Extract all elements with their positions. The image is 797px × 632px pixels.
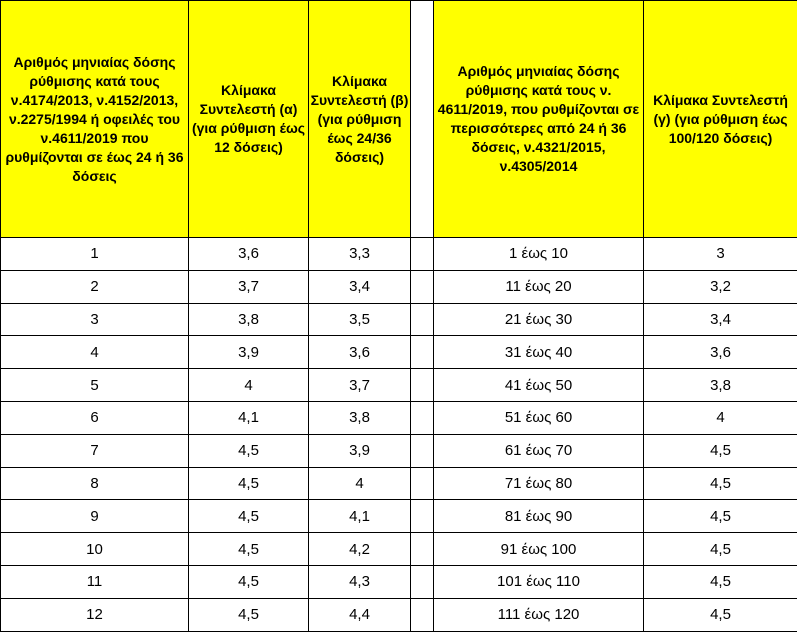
installment-range-cell: 111 έως 120 [434, 598, 644, 631]
scale-c-cell: 4 [644, 401, 797, 434]
header-installment-number-regular: Αριθμός μηνιαίας δόσης ρύθμισης κατά τους ν.4174/2013, ν.4152/2013, ν.2275/1994 ή οφειλές του ν.4611/2019 που ρυθμίζονται σε έως 24 ή 36 δόσεις [1, 1, 189, 238]
scale-a-cell: 4,1 [189, 401, 309, 434]
separator-cell [411, 533, 434, 566]
installment-number-cell: 3 [1, 303, 189, 336]
scale-c-cell: 4,5 [644, 467, 797, 500]
table-row [1, 401, 797, 434]
separator-cell [411, 401, 434, 434]
installment-number-cell: 8 [1, 467, 189, 500]
installment-number-cell: 6 [1, 401, 189, 434]
scale-a-cell: 3,7 [189, 270, 309, 303]
installment-range-cell: 71 έως 80 [434, 467, 644, 500]
separator-cell [411, 500, 434, 533]
scale-c-cell: 4,5 [644, 598, 797, 631]
scale-a-cell: 4,5 [189, 565, 309, 598]
table-row [1, 565, 797, 598]
separator-cell [411, 369, 434, 402]
table-row [1, 598, 797, 631]
installment-number-cell: 4 [1, 336, 189, 369]
installment-range-cell: 41 έως 50 [434, 369, 644, 402]
scale-b-cell: 3,4 [309, 270, 411, 303]
installment-range-cell: 1 έως 10 [434, 238, 644, 271]
table-row [1, 369, 797, 402]
table-row [1, 303, 797, 336]
separator-cell [411, 598, 434, 631]
scale-c-cell: 3,4 [644, 303, 797, 336]
scale-c-cell: 4,5 [644, 565, 797, 598]
installment-number-cell: 7 [1, 434, 189, 467]
scale-a-cell: 4 [189, 369, 309, 402]
scale-c-cell: 4,5 [644, 533, 797, 566]
separator-cell [411, 565, 434, 598]
installment-number-cell: 9 [1, 500, 189, 533]
installment-range-cell: 61 έως 70 [434, 434, 644, 467]
installment-range-cell: 51 έως 60 [434, 401, 644, 434]
table-row [1, 434, 797, 467]
scale-b-cell: 4,3 [309, 565, 411, 598]
header-scale-b: Κλίμακα Συντελεστή (β) (για ρύθμιση έως 24/36 δόσεις) [309, 1, 411, 238]
table-row [1, 533, 797, 566]
table-row [1, 500, 797, 533]
installment-number-cell: 11 [1, 565, 189, 598]
installment-range-cell: 11 έως 20 [434, 270, 644, 303]
scale-b-cell: 3,6 [309, 336, 411, 369]
installment-range-cell: 91 έως 100 [434, 533, 644, 566]
scale-b-cell: 3,7 [309, 369, 411, 402]
installment-range-cell: 21 έως 30 [434, 303, 644, 336]
installment-range-cell: 81 έως 90 [434, 500, 644, 533]
scale-a-cell: 4,5 [189, 434, 309, 467]
installment-number-cell: 5 [1, 369, 189, 402]
header-row [1, 1, 797, 238]
scale-c-cell: 4,5 [644, 500, 797, 533]
scale-c-cell: 3,6 [644, 336, 797, 369]
scale-c-cell: 3 [644, 238, 797, 271]
table-row [1, 238, 797, 271]
installment-number-cell: 10 [1, 533, 189, 566]
scale-a-cell: 4,5 [189, 533, 309, 566]
header-scale-a: Κλίμακα Συντελεστή (α) (για ρύθμιση έως 12 δόσεις) [189, 1, 309, 238]
scale-c-cell: 4,5 [644, 434, 797, 467]
scale-b-cell: 3,5 [309, 303, 411, 336]
installment-number-cell: 1 [1, 238, 189, 271]
scale-a-cell: 3,8 [189, 303, 309, 336]
scale-b-cell: 3,8 [309, 401, 411, 434]
scale-b-cell: 4,1 [309, 500, 411, 533]
separator-cell [411, 303, 434, 336]
header-scale-c: Κλίμακα Συντελεστή (γ) (για ρύθμιση έως 100/120 δόσεις) [644, 1, 797, 238]
scale-a-cell: 4,5 [189, 467, 309, 500]
scale-a-cell: 4,5 [189, 598, 309, 631]
installment-range-cell: 101 έως 110 [434, 565, 644, 598]
table-row [1, 336, 797, 369]
scale-b-cell: 4 [309, 467, 411, 500]
scale-b-cell: 3,9 [309, 434, 411, 467]
scale-c-cell: 3,8 [644, 369, 797, 402]
scale-b-cell: 3,3 [309, 238, 411, 271]
installment-number-cell: 12 [1, 598, 189, 631]
table-row [1, 270, 797, 303]
header-installment-number-extended: Αριθμός μηνιαίας δόσης ρύθμισης κατά τους ν. 4611/2019, που ρυθμίζονται σε περισσότερες από 24 ή 36 δόσεις, ν.4321/2015, ν.4305/2014 [434, 1, 644, 238]
scale-b-cell: 4,4 [309, 598, 411, 631]
separator-cell [411, 270, 434, 303]
separator-cell [411, 467, 434, 500]
scale-a-cell: 4,5 [189, 500, 309, 533]
scale-c-cell: 3,2 [644, 270, 797, 303]
table-row [1, 467, 797, 500]
separator-column [411, 1, 434, 238]
separator-cell [411, 238, 434, 271]
installment-number-cell: 2 [1, 270, 189, 303]
installment-range-cell: 31 έως 40 [434, 336, 644, 369]
scale-b-cell: 4,2 [309, 533, 411, 566]
separator-cell [411, 336, 434, 369]
scale-a-cell: 3,9 [189, 336, 309, 369]
separator-cell [411, 434, 434, 467]
scale-a-cell: 3,6 [189, 238, 309, 271]
